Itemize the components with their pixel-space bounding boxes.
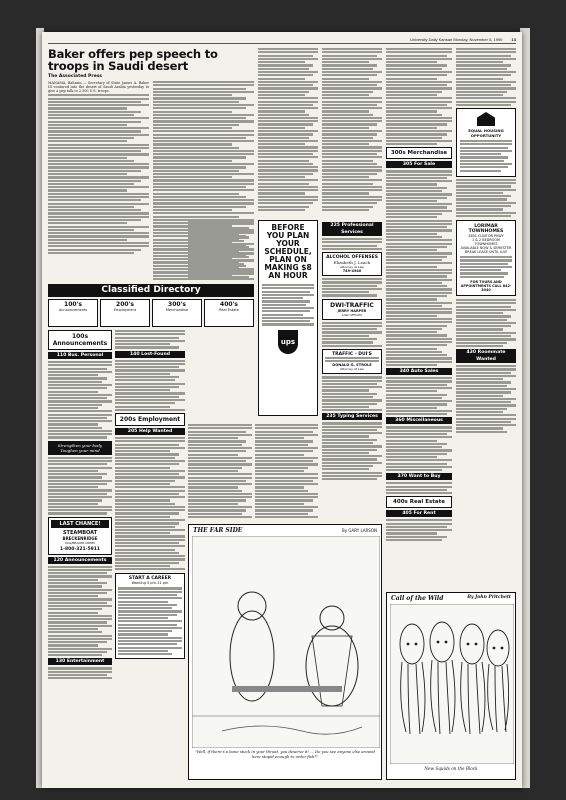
dwi-title: DWI-TRAFFIC: [330, 301, 374, 309]
wild-drawing: [390, 604, 514, 764]
traffic-subtitle: Attorney at Law: [340, 367, 364, 372]
start-career-title: START A CAREER: [128, 576, 172, 582]
newspaper-page: [42, 32, 522, 788]
story-continued-col-1: [258, 48, 318, 218]
ups-ad[interactable]: [258, 220, 318, 420]
publication-name: University Daily Kansan: [409, 37, 453, 42]
story-tail-col: [188, 220, 254, 282]
equal-housing-label: EQUAL HOUSING OPPORTUNITY: [468, 127, 504, 138]
alcohol-title: ALCOHOL OFFENSES: [326, 255, 378, 261]
for-rent-header: 405 For Rent: [386, 510, 452, 517]
traffic-title: TRAFFIC - DUI'S: [332, 351, 372, 357]
last-chance-label: LAST CHANCE!: [51, 520, 109, 528]
prof-services-header: 225 Professional Services: [322, 222, 382, 236]
issue-date: Monday, November 5, 1990: [453, 37, 503, 42]
lead-headline: Baker offers pep speech to troops in Saudi desert: [48, 48, 218, 73]
entertainment-130-header: 130 Entertainment: [48, 658, 112, 665]
category-number: 200's: [116, 301, 134, 308]
traffic-dui-ad[interactable]: [322, 349, 382, 375]
section-300s-header: 300s Merchandise: [386, 147, 452, 159]
story-text-block: [48, 94, 149, 254]
attorney-title: Attorney at Law: [340, 265, 364, 270]
lorimar-title: LORIMAR TOWNHOMES: [468, 224, 504, 235]
steamboat-label: STEAMBOAT: [62, 529, 98, 536]
lorimar-units: 1 & 2 BEDROOM TOWNHOMES: [472, 238, 500, 247]
category-number: 400's: [220, 301, 238, 308]
classified-text-block: [188, 424, 318, 520]
house-icon: [477, 112, 495, 126]
vail-label: VAIL/BEAVER CREEK: [64, 540, 96, 545]
category-label: Employment: [113, 308, 137, 312]
bus-personal-header: 110 Bus. Personal: [48, 352, 112, 359]
story-continued-col-2: [322, 48, 382, 218]
attorney-phone: 749-4940: [342, 269, 362, 274]
dwi-lawyer-name: JERRY HARPER: [337, 308, 367, 313]
section-200s-header: 200s Employment: [115, 413, 185, 426]
category-number: 100's: [64, 301, 82, 308]
announcements-120-header: 120 Announcements: [48, 557, 112, 564]
far-side-caption: "Well, if there's a bone stuck in your throat, you deserve it! ... Do you see anyone else around here stupid enough to order fish?": [195, 749, 375, 759]
want-to-buy-header: 370 Want to Buy: [386, 473, 452, 480]
category-label: Merchandise: [165, 308, 189, 312]
ski-trip-ad[interactable]: [48, 517, 112, 555]
far-side-author: By GARY LARSON: [342, 528, 377, 533]
classified-col-employment: [115, 330, 185, 784]
ups-logo: ups: [278, 330, 298, 354]
call-of-the-wild-comic: [386, 592, 516, 780]
category-label: Announcements: [58, 308, 88, 312]
professional-services-col: [322, 220, 382, 520]
section-400s-header: 400s Real Estate: [386, 496, 452, 508]
page-header-strip: [48, 36, 516, 44]
page-number: 13: [511, 37, 516, 42]
help-wanted-header: 205 Help Wanted: [115, 428, 185, 435]
dwi-subtitle: LAW OFFICES: [341, 312, 363, 317]
classified-col-merchandise: [386, 48, 452, 588]
typing-services-header: 235 Typing Services: [322, 413, 382, 420]
alcohol-offenses-ad[interactable]: [322, 252, 382, 276]
category-200s[interactable]: [100, 299, 150, 327]
lorimar-availability: AVAILABLE NOW & SEMESTER BREAK LEASE UNTIL JULY: [460, 246, 512, 255]
lead-paragraph: MANAMA, Bahrain — Secretary of State James A. Baker III ventured into the desert of Saudi Arabia yesterday to give a pep talk to 2,500 U.S. troops.: [48, 81, 149, 94]
classified-col-announcements: [48, 330, 112, 784]
far-side-title: THE FAR SIDE: [193, 527, 243, 534]
category-100s[interactable]: [48, 299, 98, 327]
ski-phone: 1-800-321-5911: [59, 546, 101, 552]
category-300s[interactable]: [152, 299, 202, 327]
classified-directory-banner: Classified Directory: [48, 284, 254, 297]
equal-housing-notice: [456, 108, 516, 177]
classified-col-real-estate: [456, 48, 516, 588]
wild-title: Call of the Wild: [391, 595, 444, 602]
lorimar-townhomes-ad[interactable]: [456, 220, 516, 296]
attorney-name: Elizabeth J. Leach: [333, 260, 371, 266]
ups-ad-headline: BEFORE YOU PLAN YOUR SCHEDULE, PLAN ON MAKING $8 AN HOUR: [264, 223, 312, 280]
far-side-comic: [188, 524, 382, 780]
far-side-drawing: [192, 536, 380, 748]
breckenridge-label: BRECKENRIDGE: [62, 535, 98, 541]
section-100s-header: 100s Announcements: [48, 330, 112, 350]
dwi-traffic-ad[interactable]: [322, 299, 382, 320]
miscellaneous-header: 360 Miscellaneous: [386, 417, 452, 424]
lost-found-header: 140 Lost-Found: [115, 351, 185, 358]
category-label: Real Estate: [219, 308, 239, 312]
wild-author: By John Pritchett: [467, 595, 511, 600]
wild-caption: New Squids on the Block: [424, 766, 478, 771]
category-400s[interactable]: [204, 299, 254, 327]
lead-byline: The Associated Press: [48, 74, 102, 79]
classified-category-row: [48, 299, 254, 327]
auto-sales-header: 340 Auto Sales: [386, 368, 452, 375]
lorimar-tour-call: FOR TOURS AND APPOINTMENTS CALL 842-3040: [460, 279, 512, 292]
category-number: 300's: [168, 301, 186, 308]
roommate-wanted-header: 430 Roommate Wanted: [456, 349, 516, 363]
lorimar-address: 3601 CLINTON PKWY: [468, 234, 504, 239]
traffic-lawyer-name: DONALD G. STROLE: [332, 363, 372, 368]
for-sale-header: 305 For Sale: [386, 161, 452, 168]
start-career-subtitle: Working 5 pm-11 pm: [131, 581, 169, 586]
start-career-ad[interactable]: [115, 573, 185, 659]
strengthen-ad: Strengthen your body Toughen your mind: [48, 441, 112, 455]
